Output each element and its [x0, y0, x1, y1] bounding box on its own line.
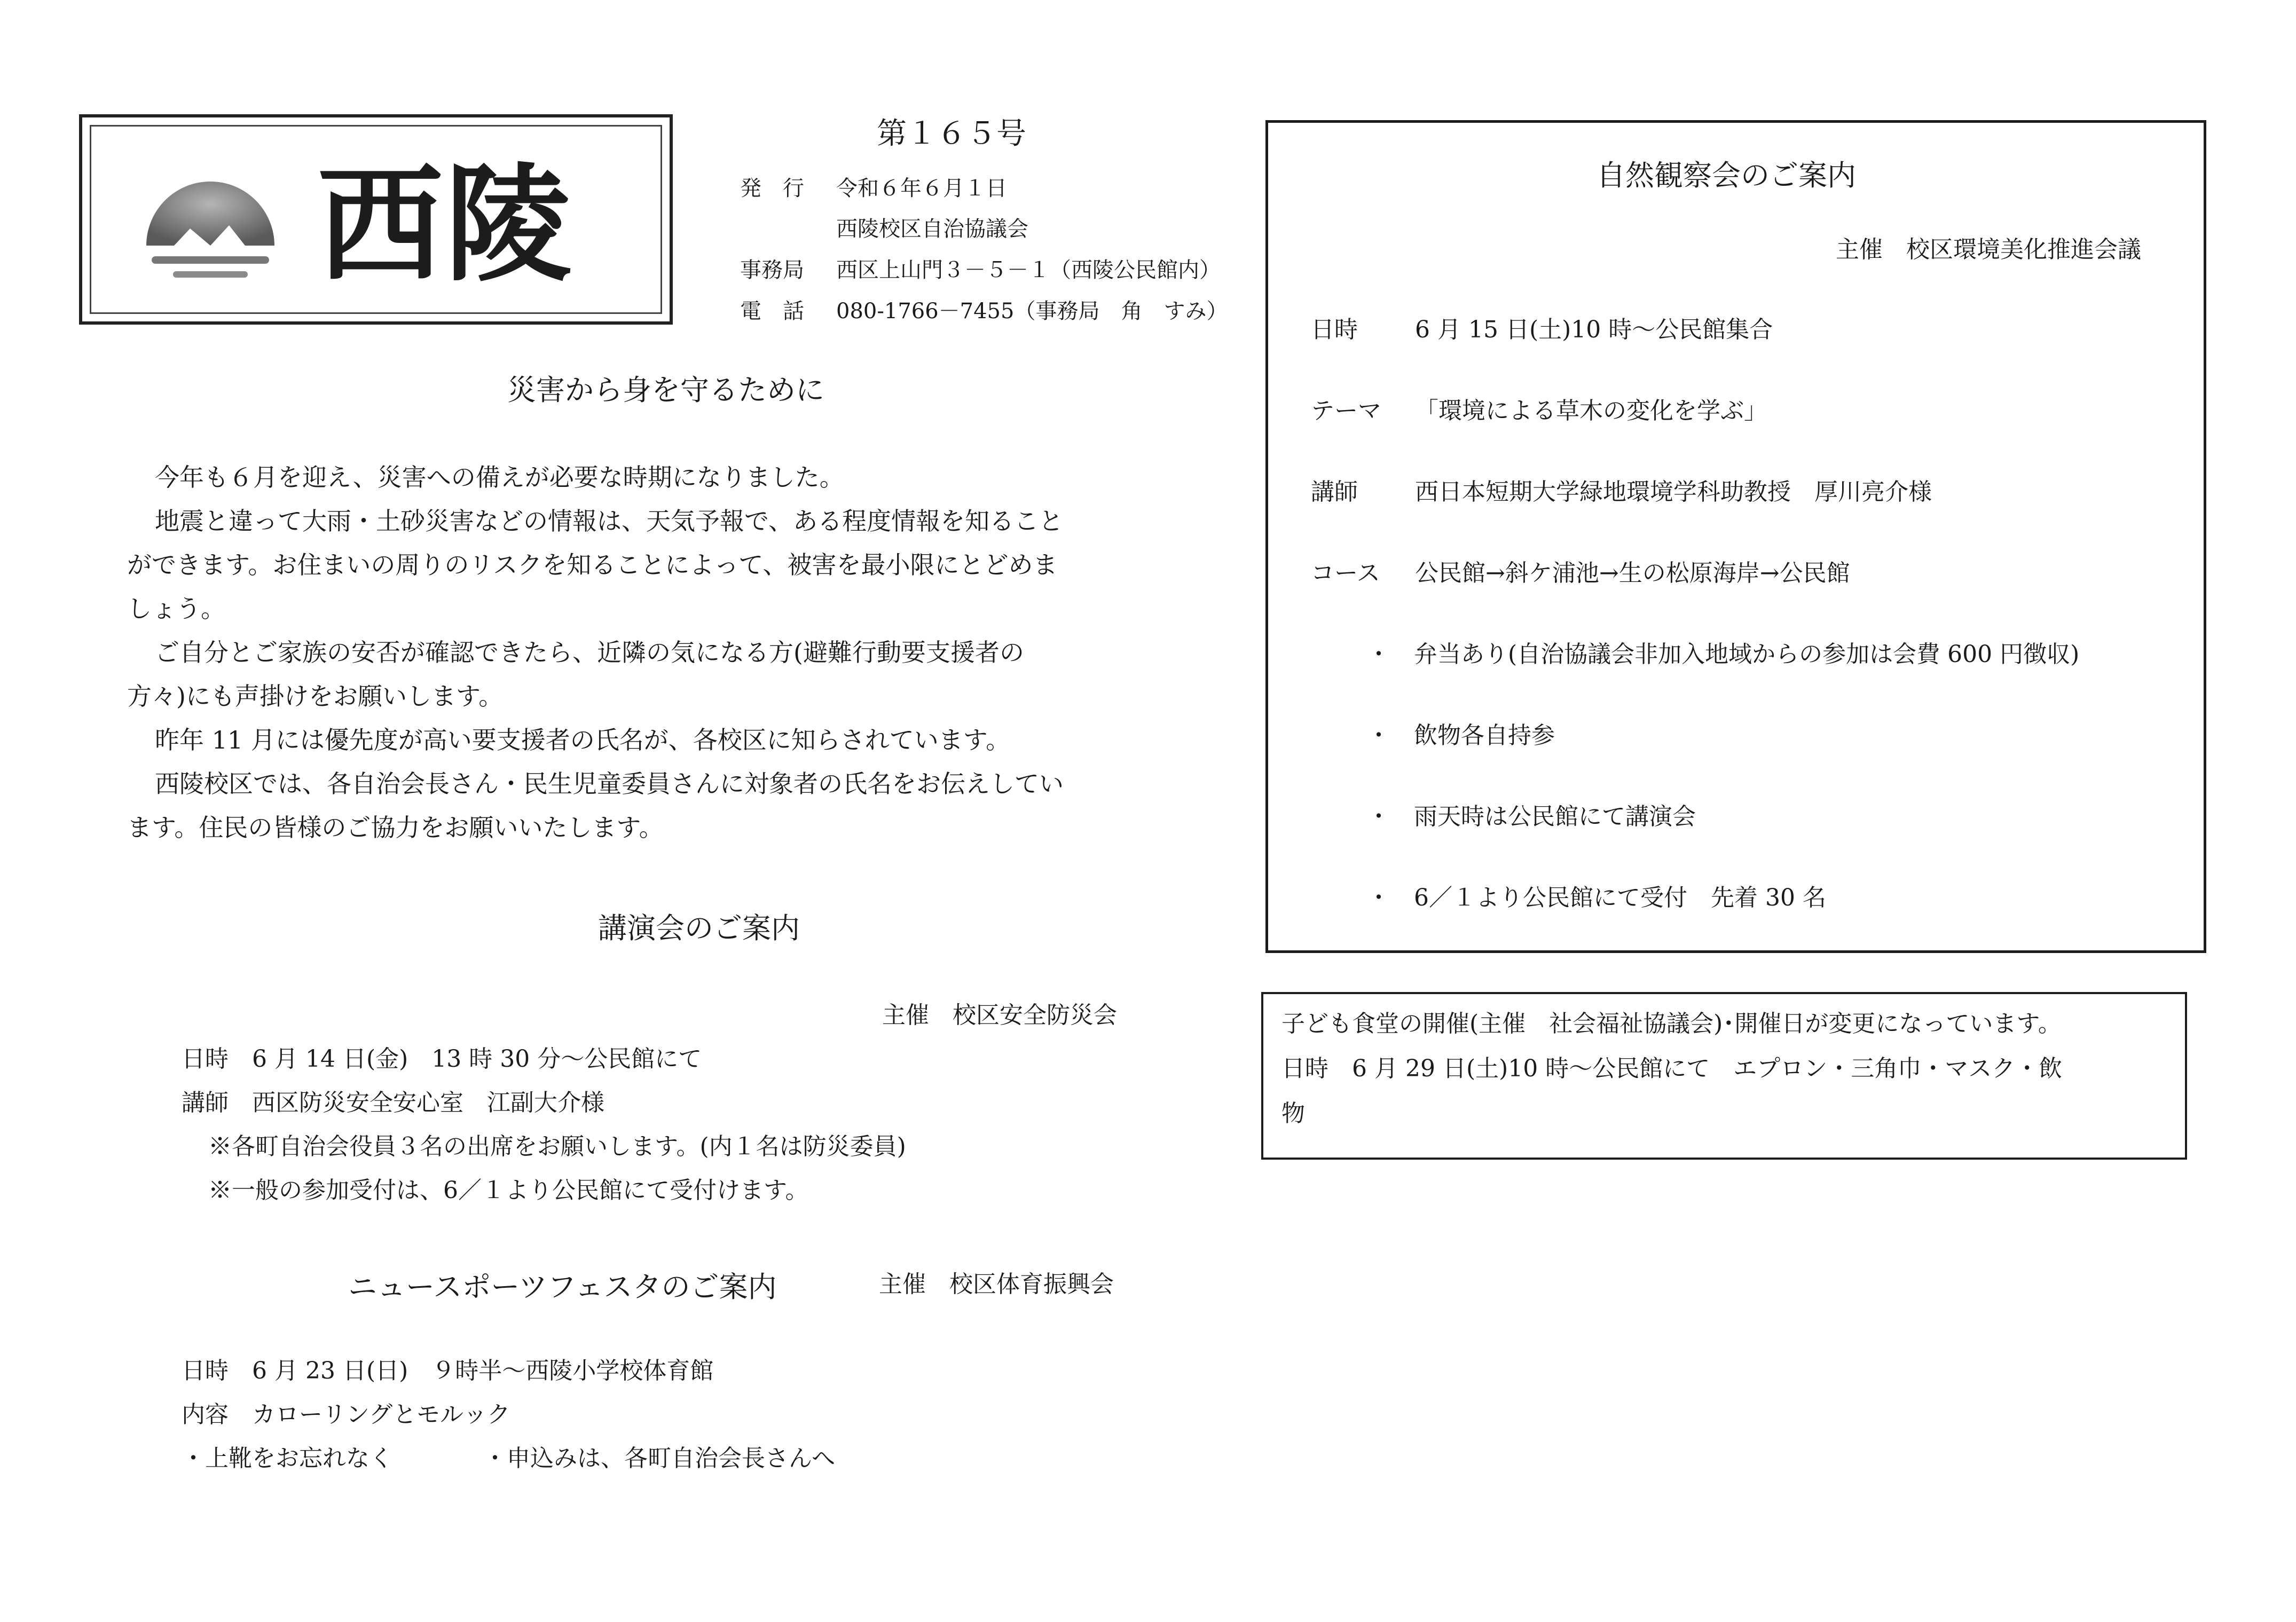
nature-bullet: ・ 飲物各自持参 [1367, 722, 1555, 749]
nature-bullet: ・ 弁当あり(自治協議会非加入地域からの参加は会費 600 円徴収) [1367, 641, 2080, 668]
sports-host: 主催 校区体育振興会 [879, 1271, 1114, 1298]
sports-line: 内容 カローリングとモルック [182, 1401, 510, 1428]
info-label-phone: 電 話 [740, 299, 804, 324]
info-value-date: 令和６年６月１日 [836, 176, 1007, 201]
disaster-heading: 災害から身を守るために [507, 373, 824, 407]
nature-row-label: コース [1311, 560, 1380, 587]
disaster-line: ができます。お住まいの周りのリスクを知ることによって、被害を最小限にとどめま [127, 550, 1058, 579]
nature-row-value: 「環境による草木の変化を学ぶ」 [1415, 397, 1767, 424]
sun-mountain-emblem [130, 166, 290, 288]
disaster-line: 方々)にも声掛けをお願いします。 [127, 682, 504, 711]
lecture-host: 主催 校区安全防災会 [882, 1002, 1117, 1029]
disaster-line: 今年も６月を迎え、災害への備えが必要な時期になりました。 [155, 463, 844, 492]
nature-heading: 自然観察会のご案内 [1597, 159, 1856, 192]
nature-row-label: 講師 [1311, 478, 1358, 506]
kodomo-line: 子ども食堂の開催(主催 社会福祉協議会)･開催日が変更になっています。 [1281, 1010, 2062, 1037]
info-label-publish: 発 行 [740, 176, 804, 201]
horizon-line-2 [173, 271, 248, 278]
sports-note: ・上靴をお忘れなく [182, 1445, 393, 1472]
info-value-phone: 080-1766－7455（事務局 角 すみ） [836, 299, 1228, 324]
kodomo-line: 日時 6 月 29 日(土)10 時～公民館にて エプロン・三角巾・マスク・飲 [1281, 1055, 2063, 1082]
masthead-logo [79, 114, 673, 325]
nature-row-value: 公民館→斜ケ浦池→生の松原海岸→公民館 [1415, 560, 1850, 587]
horizon-line-1 [152, 256, 269, 264]
lecture-line: 日時 6 月 14 日(金) 13 時 30 分～公民館にて [182, 1045, 702, 1073]
lecture-line: ※一般の参加受付は、6／１より公民館にて受付けます。 [208, 1177, 809, 1204]
nature-bullet: ・ 6／１より公民館にて受付 先着 30 名 [1367, 884, 1826, 911]
disaster-line: 西陵校区では、各自治会長さん・民生児童委員さんに対象者の氏名をお伝えしてい [155, 769, 1064, 798]
disaster-line: しょう。 [127, 594, 225, 623]
nature-row-label: テーマ [1311, 397, 1381, 424]
lecture-heading: 講演会のご案内 [598, 911, 800, 945]
lecture-line: 講師 西区防災安全安心室 江副大介様 [182, 1089, 604, 1116]
disaster-line: 昨年 11 月には優先度が高い要支援者の氏名が、各校区に知らされています。 [155, 726, 1011, 754]
nature-row-value: 西日本短期大学緑地環境学科助教授 厚川亮介様 [1415, 478, 1932, 506]
nature-bullet: ・ 雨天時は公民館にて講演会 [1367, 803, 1696, 830]
sports-note: ・申込みは、各町自治会長さんへ [483, 1445, 836, 1472]
info-value-publisher: 西陵校区自治協議会 [836, 217, 1028, 241]
kodomo-line: 物 [1281, 1100, 1305, 1127]
nature-host: 主催 校区環境美化推進会議 [1836, 236, 2141, 263]
info-value-address: 西区上山門３－５－１（西陵公民館内） [836, 258, 1221, 282]
nature-row-value: 6 月 15 日(土)10 時～公民館集合 [1415, 316, 1773, 343]
disaster-line: ます。住民の皆様のご協力をお願いいたします。 [127, 813, 664, 842]
disaster-line: 地震と違って大雨・土砂災害などの情報は、天気予報で、ある程度情報を知ること [155, 507, 1064, 536]
sports-heading: ニュースポーツフェスタのご案内 [348, 1270, 777, 1304]
disaster-line: ご自分とご家族の安否が確認できたら、近隣の気になる方(避難行動要支援者の [155, 638, 1024, 667]
info-label-office: 事務局 [740, 258, 804, 282]
newsletter-title: 西陵 [317, 150, 574, 298]
issue-number: 第１６５号 [877, 116, 1026, 151]
nature-row-label: 日時 [1311, 316, 1358, 343]
sports-line: 日時 6 月 23 日(日) ９時半～西陵小学校体育館 [182, 1357, 714, 1384]
lecture-line: ※各町自治会役員３名の出席をお願いします。(内１名は防災委員) [208, 1133, 906, 1160]
